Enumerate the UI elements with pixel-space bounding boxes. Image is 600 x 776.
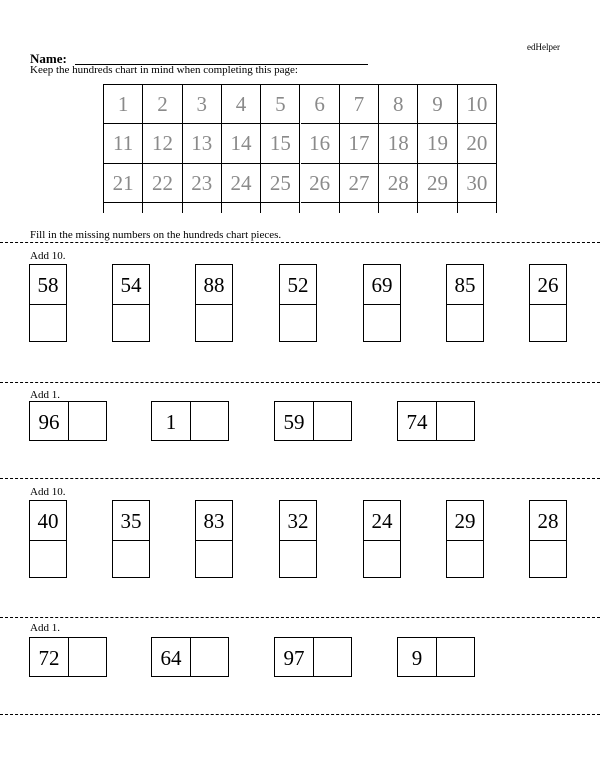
chart-piece-vertical (29, 500, 67, 578)
exercise-instruction: Fill in the missing numbers on the hundreds chart pieces. (30, 229, 282, 241)
given-number: 52 (280, 265, 316, 305)
hundreds-chart-cell: 12 (143, 124, 182, 163)
chart-piece-vertical (446, 500, 484, 578)
cut-line (0, 382, 600, 383)
given-number: 35 (113, 501, 149, 541)
chart-piece-horizontal (29, 637, 107, 677)
hundreds-chart-cell-partial (379, 203, 418, 213)
hundreds-chart-cell: 4 (222, 85, 261, 124)
given-number: 28 (530, 501, 566, 541)
hundreds-chart-cell-partial (261, 203, 300, 213)
hundreds-chart-cell: 26 (301, 164, 340, 203)
hundreds-chart-cell: 5 (261, 85, 300, 124)
chart-piece-horizontal (397, 401, 475, 441)
hundreds-chart-cell: 23 (183, 164, 222, 203)
hundreds-chart-cell: 27 (340, 164, 379, 203)
hundreds-chart-cell: 30 (458, 164, 497, 203)
section-label: Add 10. (30, 250, 66, 262)
chart-piece-vertical (195, 264, 233, 342)
given-number: 83 (196, 501, 232, 541)
chart-piece-vertical (29, 264, 67, 342)
given-number: 54 (113, 265, 149, 305)
answer-box[interactable] (437, 402, 474, 440)
hundreds-chart-cell: 11 (104, 124, 143, 163)
hundreds-chart-cell: 3 (183, 85, 222, 124)
hundreds-chart-cell-partial (340, 203, 379, 213)
chart-piece-horizontal (151, 401, 229, 441)
answer-box[interactable] (69, 402, 106, 440)
hundreds-chart-cell: 1 (104, 85, 143, 124)
hundreds-chart-cell: 13 (183, 124, 222, 163)
answer-box[interactable] (314, 638, 351, 676)
given-number: 72 (30, 638, 69, 676)
chart-piece-horizontal (397, 637, 475, 677)
chart-piece-vertical (529, 264, 567, 342)
given-number: 40 (30, 501, 66, 541)
given-number: 26 (530, 265, 566, 305)
chart-instruction: Keep the hundreds chart in mind when completing this page: (30, 64, 298, 76)
chart-piece-horizontal (274, 637, 352, 677)
hundreds-chart-cell: 10 (458, 85, 497, 124)
given-number: 64 (152, 638, 191, 676)
hundreds-chart-cell-partial (418, 203, 457, 213)
answer-box[interactable] (437, 638, 474, 676)
given-number: 96 (30, 402, 69, 440)
cut-line (0, 617, 600, 618)
hundreds-chart (103, 84, 497, 213)
given-number: 69 (364, 265, 400, 305)
hundreds-chart-cell: 20 (458, 124, 497, 163)
hundreds-chart-cell: 19 (418, 124, 457, 163)
section-label: Add 1. (30, 389, 60, 401)
hundreds-chart-cell: 2 (143, 85, 182, 124)
hundreds-chart-cell-partial (143, 203, 182, 213)
hundreds-chart-cell: 22 (143, 164, 182, 203)
hundreds-chart-cell-partial (222, 203, 261, 213)
brand-label: edHelper (527, 42, 560, 52)
given-number: 59 (275, 402, 314, 440)
chart-piece-horizontal (274, 401, 352, 441)
given-number: 58 (30, 265, 66, 305)
given-number: 29 (447, 501, 483, 541)
given-number: 85 (447, 265, 483, 305)
chart-piece-vertical (279, 500, 317, 578)
hundreds-chart-cell: 16 (301, 124, 340, 163)
chart-piece-vertical (363, 500, 401, 578)
given-number: 1 (152, 402, 191, 440)
given-number: 97 (275, 638, 314, 676)
section-label: Add 10. (30, 486, 66, 498)
chart-piece-horizontal (151, 637, 229, 677)
hundreds-chart-cell: 29 (418, 164, 457, 203)
chart-piece-vertical (279, 264, 317, 342)
hundreds-chart-cell-partial (183, 203, 222, 213)
name-label: Name: (30, 51, 67, 66)
hundreds-chart-cell-partial (104, 203, 143, 213)
hundreds-chart-cell-partial (458, 203, 497, 213)
hundreds-chart-cell: 6 (301, 85, 340, 124)
hundreds-chart-cell: 7 (340, 85, 379, 124)
answer-box[interactable] (191, 402, 228, 440)
hundreds-chart-cell: 9 (418, 85, 457, 124)
chart-piece-vertical (529, 500, 567, 578)
hundreds-chart-cell: 28 (379, 164, 418, 203)
hundreds-chart-cell-partial (301, 203, 340, 213)
given-number: 74 (398, 402, 437, 440)
chart-piece-vertical (363, 264, 401, 342)
hundreds-chart-cell: 14 (222, 124, 261, 163)
given-number: 88 (196, 265, 232, 305)
hundreds-chart-cell: 8 (379, 85, 418, 124)
cut-line (0, 478, 600, 479)
hundreds-chart-cell: 18 (379, 124, 418, 163)
cut-line (0, 714, 600, 715)
hundreds-chart-cell: 24 (222, 164, 261, 203)
answer-box[interactable] (191, 638, 228, 676)
given-number: 32 (280, 501, 316, 541)
answer-box[interactable] (69, 638, 106, 676)
answer-box[interactable] (314, 402, 351, 440)
chart-piece-horizontal (29, 401, 107, 441)
given-number: 9 (398, 638, 437, 676)
hundreds-chart-cell: 25 (261, 164, 300, 203)
hundreds-chart-cell: 17 (340, 124, 379, 163)
section-label: Add 1. (30, 622, 60, 634)
given-number: 24 (364, 501, 400, 541)
chart-piece-vertical (112, 500, 150, 578)
cut-line (0, 242, 600, 243)
hundreds-chart-cell: 21 (104, 164, 143, 203)
chart-piece-vertical (112, 264, 150, 342)
chart-piece-vertical (446, 264, 484, 342)
chart-piece-vertical (195, 500, 233, 578)
hundreds-chart-cell: 15 (261, 124, 300, 163)
